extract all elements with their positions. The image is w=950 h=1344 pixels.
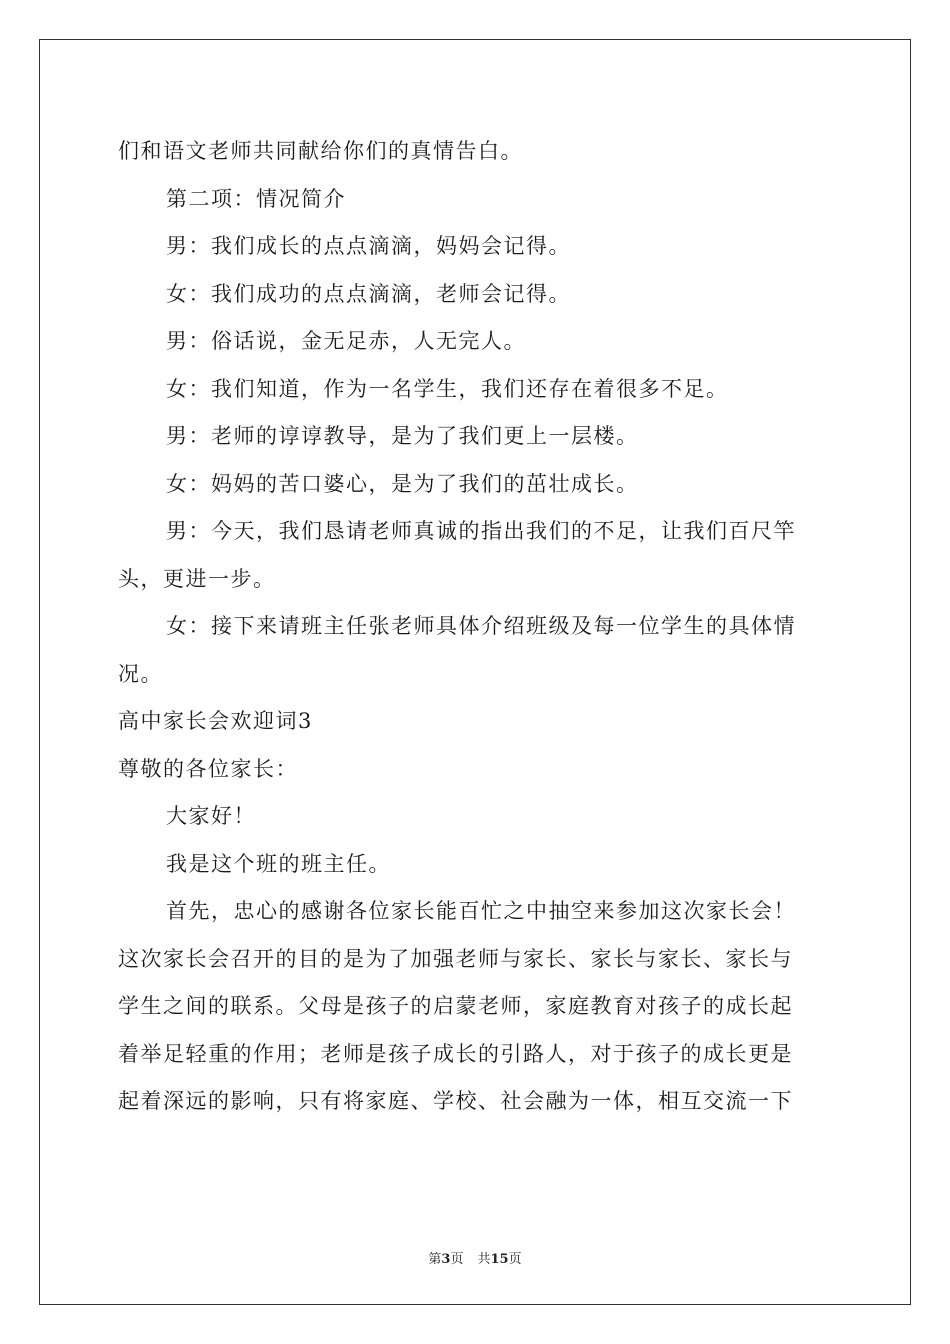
text-line: 首先，忠心的感谢各位家长能百忙之中抽空来参加这次家长会！ — [166, 899, 796, 923]
text-line: 这次家长会召开的目的是为了加强老师与家长、家长与家长、家长与 — [118, 946, 793, 971]
text-line: 女：接下来请班主任张老师具体介绍班级及每一位学生的具体情 — [166, 614, 796, 638]
text-line: 高中家长会欢迎词3 — [118, 709, 313, 733]
text-line: 我是这个班的班主任。 — [166, 851, 391, 876]
text-line: 第二项：情况简介 — [166, 186, 346, 211]
text-line: 男：我们成长的点点滴滴，妈妈会记得。 — [166, 234, 571, 258]
footer-page-suffix: 页 — [450, 1252, 464, 1267]
footer-page-number: 3 — [441, 1252, 451, 1267]
text-line: 女：我们知道，作为一名学生，我们还存在着很多不足。 — [166, 376, 729, 401]
text-line: 着举足轻重的作用；老师是孩子成长的引路人，对于孩子的成长更是 — [118, 1041, 793, 1066]
footer-total-pages: 15 — [490, 1252, 509, 1267]
text-line: 女：妈妈的苦口婆心，是为了我们的茁壮成长。 — [166, 471, 639, 496]
text-line: 尊敬的各位家长： — [118, 756, 298, 781]
page-footer — [0, 1248, 950, 1267]
text-line: 男：俗话说，金无足赤，人无完人。 — [166, 329, 526, 353]
text-line: 女：我们成功的点点滴滴，老师会记得。 — [166, 281, 571, 306]
footer-page-prefix: 第 — [428, 1252, 442, 1267]
text-line: 男：老师的谆谆教导，是为了我们更上一层楼。 — [166, 424, 639, 448]
text-line: 男：今天，我们恳请老师真诚的指出我们的不足，让我们百尺竿 — [166, 519, 796, 543]
text-line: 起着深远的影响，只有将家庭、学校、社会融为一体，相互交流一下 — [118, 1089, 793, 1113]
text-line: 大家好！ — [166, 804, 256, 828]
footer-total-suffix: 页 — [508, 1252, 522, 1267]
text-line: 况。 — [118, 661, 163, 686]
text-line: 们和语文老师共同献给你们的真情告白。 — [118, 139, 523, 163]
document-body — [118, 128, 834, 1126]
footer-total-prefix: 共 — [477, 1252, 491, 1267]
text-line: 头，更进一步。 — [118, 566, 276, 591]
text-line: 学生之间的联系。父母是孩子的启蒙老师，家庭教育对孩子的成长起 — [118, 994, 793, 1018]
